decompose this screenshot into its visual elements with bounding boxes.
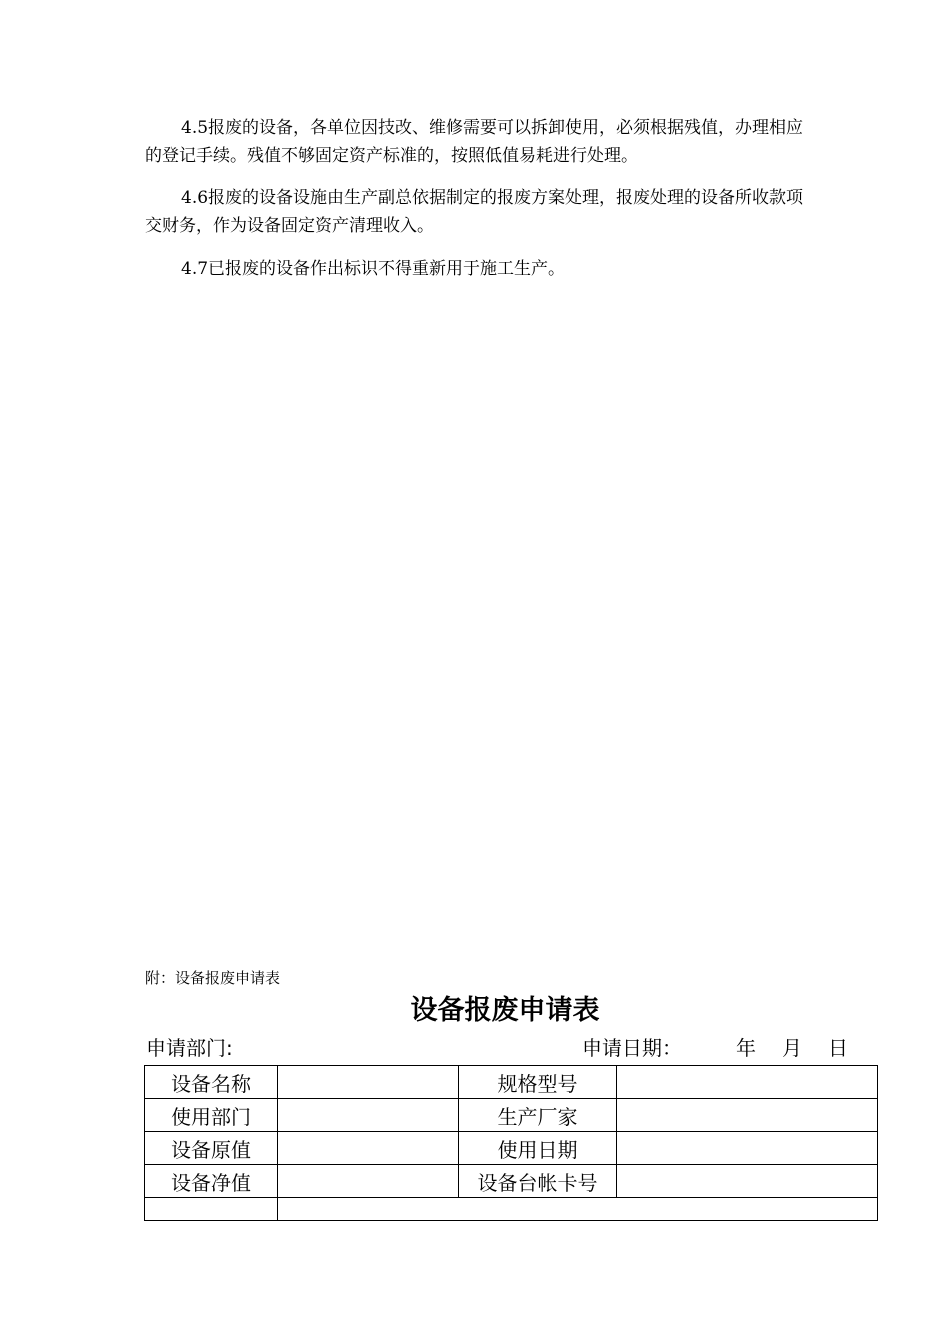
date-year-label: 年: [736, 1036, 756, 1060]
label-original-value: 设备原值: [145, 1132, 278, 1165]
label-equipment-name: 设备名称: [145, 1066, 278, 1099]
table-row: [145, 1066, 878, 1099]
attachment-note: 附：设备报废申请表: [145, 969, 281, 987]
paragraph-4-6: 4.6报废的设备设施由生产副总依据制定的报废方案处理，报废处理的设备所收款项交财务，作为设备固定资产清理收入。: [145, 188, 804, 236]
empty-label-cell: [145, 1198, 278, 1221]
label-net-value: 设备净值: [145, 1165, 278, 1198]
manufacturer-cell[interactable]: [617, 1099, 878, 1132]
net-value-cell[interactable]: [278, 1165, 459, 1198]
label-model-spec: 规格型号: [459, 1066, 617, 1099]
date-label: 申请日期：: [582, 1036, 682, 1060]
ledger-card-no-cell[interactable]: [617, 1165, 878, 1198]
label-ledger-card-no: 设备台帐卡号: [459, 1165, 617, 1198]
model-spec-cell[interactable]: [617, 1066, 878, 1099]
dept-label: 申请部门:: [146, 1036, 233, 1060]
empty-wide-cell[interactable]: [278, 1198, 878, 1221]
label-using-dept: 使用部门: [145, 1099, 278, 1132]
date-month-label: 月: [782, 1036, 802, 1060]
label-manufacturer: 生产厂家: [459, 1099, 617, 1132]
table-row: [145, 1198, 878, 1221]
original-value-cell[interactable]: [278, 1132, 459, 1165]
using-dept-cell[interactable]: [278, 1099, 459, 1132]
table-row: [145, 1132, 878, 1165]
form-title: 设备报废申请表: [410, 995, 600, 1026]
paragraph-4-5: 4.5报废的设备，各单位因技改、维修需要可以拆卸使用，必须根据残值，办理相应的登记手续。残值不够固定资产标准的，按照低值易耗进行处理。: [145, 118, 804, 166]
table-row: [145, 1165, 878, 1198]
scrap-application-table: [144, 1065, 878, 1221]
equipment-name-cell[interactable]: [278, 1066, 459, 1099]
paragraph-4-7: 4.7已报废的设备作出标识不得重新用于施工生产。: [181, 259, 566, 279]
table-row: [145, 1099, 878, 1132]
date-day-label: 日: [828, 1036, 848, 1060]
label-use-date: 使用日期: [459, 1132, 617, 1165]
use-date-cell[interactable]: [617, 1132, 878, 1165]
